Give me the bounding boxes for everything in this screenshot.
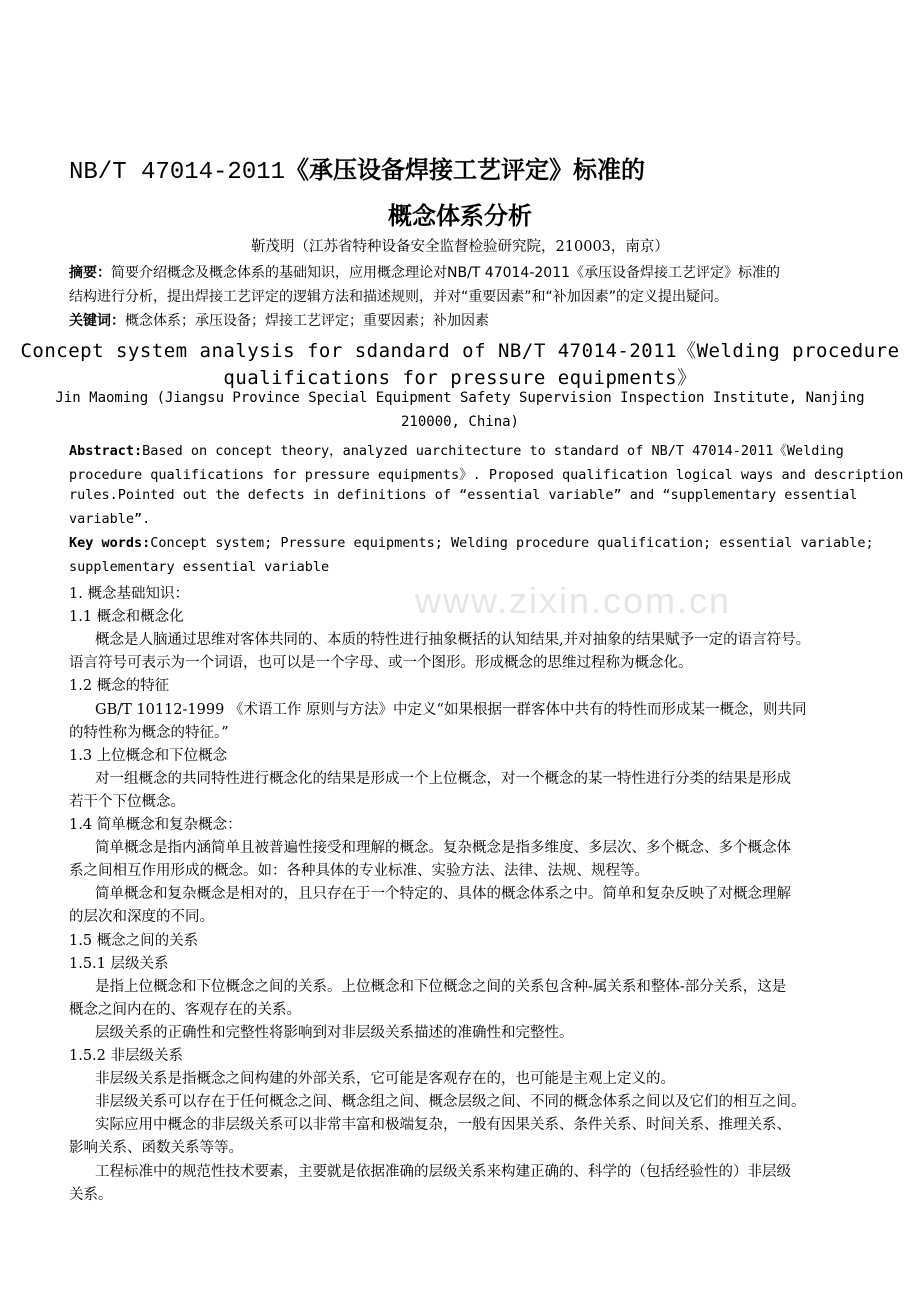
abstract-en-line-2: procedure qualifications for pressure equipments》. Proposed qualification logical ways and description	[69, 467, 904, 483]
body-text-line: 的层次和深度的不同。	[69, 909, 214, 926]
abstract-en-line-3: rules.Pointed out the defects in definitions of “essential variable” and “supplementary essential	[69, 487, 858, 503]
body-text-line: 简单概念是指内涵简单且被普遍性接受和理解的概念。复杂概念是指多维度、多层次、多个概念、多个概念体	[95, 840, 791, 857]
author-en-line-2: 210000, China)	[400, 414, 519, 430]
body-text-line: 实际应用中概念的非层级关系可以非常丰富和极端复杂，一般有因果关系、条件关系、时间关系、推理关系、	[95, 1117, 791, 1134]
keywords-cn-text: 概念体系；承压设备；焊接工艺评定；重要因素；补加因素	[125, 313, 489, 329]
keywords-en-label: Key words:	[69, 535, 151, 551]
body-text-line: 概念是人脑通过思维对客体共同的、本质的特性进行抽象概括的认知结果,并对抽象的结果赋予一定的语言符号。	[95, 632, 811, 649]
title-line-1	[69, 150, 645, 186]
title-standard-name: 《承压设备焊接工艺评定》标准的	[285, 156, 646, 184]
keywords-en-line-1	[69, 535, 874, 551]
body-text-line: 的特性称为概念的特征。”	[69, 724, 229, 741]
section-heading: 1.5 概念之间的关系	[69, 932, 199, 949]
abstract-en-line-4: variable”.	[69, 511, 151, 527]
body-text-line: 若干个下位概念。	[69, 793, 185, 810]
abstract-en-text-1: Based on concept theory，analyzed uarchitecture to standard of NB/T 47014-2011《Welding	[142, 443, 844, 459]
body-text-line: 是指上位概念和下位概念之间的关系。上位概念和下位概念之间的关系包含种-属关系和整体-部分关系，这是	[95, 978, 787, 995]
body-text-line: 对一组概念的共同特性进行概念化的结果是形成一个上位概念，对一个概念的某一特性进行分类的结果是形成	[95, 770, 791, 787]
body-text-line: 非层级关系可以存在于任何概念之间、概念组之间、概念层级之间、不同的概念体系之间以及它们的相互之间。	[95, 1094, 806, 1111]
keywords-cn-label: 关键词：	[69, 313, 125, 329]
body-text-line: 非层级关系是指概念之间构建的外部关系，它可能是客观存在的，也可能是主观上定义的。	[95, 1071, 675, 1088]
body-text-line: 概念之间内在的、客观存在的关系。	[69, 1001, 301, 1018]
keywords-en-line-2: supplementary essential variable	[69, 559, 330, 575]
section-heading: 1.2 概念的特征	[69, 678, 170, 695]
watermark: www.zixin.com.cn	[415, 580, 732, 621]
section-heading: 1.3 上位概念和下位概念	[69, 747, 228, 764]
body-text-line: GB/T 10112-1999 《术语工作 原则与方法》中定义“如果根据一群客体中共有的特性而形成某一概念，则共同	[95, 701, 807, 718]
title-en-line-1: Concept system analysis for sdandard of NB/T 47014-2011《Welding procedure	[20, 340, 900, 362]
body-text-line: 关系。	[69, 1186, 113, 1203]
abstract-cn-line-2: 结构进行分析，提出焊接工艺评定的逻辑方法和描述规则，并对“重要因素”和“补加因素”的定义提出疑问。	[69, 289, 729, 305]
title-standard-code: NB/T 47014-2011	[69, 159, 286, 186]
keywords-cn	[69, 310, 489, 330]
abstract-cn-text-1: 简要介绍概念及概念体系的基础知识，应用概念理论对NB/T 47014-2011《承压设备焊接工艺评定》标准的	[111, 265, 781, 281]
body-text-line: 简单概念和复杂概念是相对的，且只存在于一个特定的、具体的概念体系之中。简单和复杂反映了对概念理解	[95, 886, 791, 903]
title-line-2: 概念体系分析	[388, 202, 532, 230]
abstract-cn-line-1	[69, 262, 780, 282]
body-text-line: 工程标准中的规范性技术要素，主要就是依据准确的层级关系来构建正确的、科学的（包括经验性的）非层级	[95, 1163, 791, 1180]
body-text-line: 语言符号可表示为一个词语，也可以是一个字母、或一个图形。形成概念的思维过程称为概念化。	[69, 655, 693, 672]
keywords-en-text-1: Concept system; Pressure equipments; Welding procedure qualification; essential variable;	[150, 535, 874, 551]
section-heading: 1.5.2 非层级关系	[69, 1048, 184, 1064]
abstract-en-line-1	[69, 439, 844, 459]
body-text-line: 层级关系的正确性和完整性将影响到对非层级关系描述的准确性和完整性。	[95, 1024, 574, 1041]
abstract-en-label: Abstract:	[69, 443, 143, 459]
section-heading: 1.5.1 层级关系	[69, 955, 169, 972]
author-cn: 靳茂明（江苏省特种设备安全监督检验研究院，210003，南京）	[251, 239, 669, 255]
body-text-line: 影响关系、函数关系等等。	[69, 1140, 243, 1157]
title-en-line-2: qualifications for pressure equipments》	[223, 367, 697, 389]
section-heading: 1. 概念基础知识：	[69, 586, 189, 602]
section-heading: 1.4 简单概念和复杂概念：	[69, 817, 242, 833]
author-en-line-1: Jin Maoming (Jiangsu Province Special Equipment Safety Supervision Inspection Institute, Nanjing	[55, 390, 865, 406]
section-heading: 1.1 概念和概念化	[69, 609, 184, 626]
abstract-cn-label: 摘要：	[69, 265, 111, 281]
body-text-line: 系之间相互作用形成的概念。如：各种具体的专业标准、实验方法、法律、法规、规程等。	[69, 863, 649, 880]
